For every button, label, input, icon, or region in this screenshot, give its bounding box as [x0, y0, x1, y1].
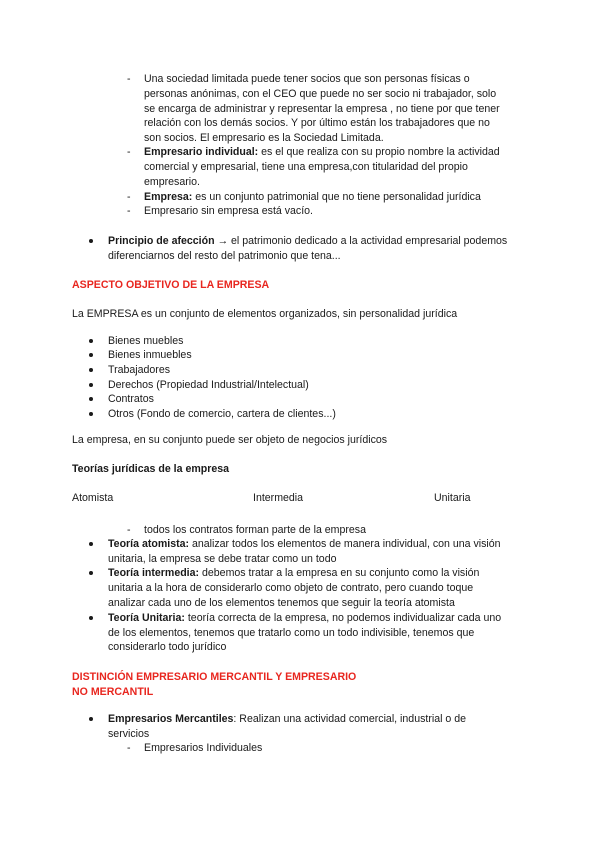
bullet-marker	[89, 412, 93, 416]
column-label: Intermedia	[253, 492, 304, 504]
list-item-line: personas anónimas, con el CEO que puede no ser socio ni trabajador, solo	[144, 88, 497, 100]
term-text: es un conjunto patrimonial que no tiene personalidad jurídica	[192, 191, 481, 203]
term-text: teoría correcta de la empresa, no podemos individualizar cada uno	[184, 612, 502, 624]
column-label: Unitaria	[434, 492, 471, 504]
list-item-line: todos los contratos forman parte de la empresa	[144, 524, 366, 536]
term-bold: Teoría intermedia:	[108, 567, 200, 579]
principio-line: diferenciarnos del resto del patrimonio que tena...	[108, 250, 341, 262]
theory-line	[108, 537, 501, 552]
dash-marker: -	[127, 205, 131, 217]
term-bold: Empresa:	[144, 191, 193, 203]
bullet-marker	[89, 339, 93, 343]
list-item-line: empresario.	[144, 176, 200, 188]
bullet-marker	[89, 397, 93, 401]
paragraph: La EMPRESA es un conjunto de elementos organizados, sin personalidad jurídica	[72, 308, 458, 320]
theory-line	[108, 611, 501, 626]
list-item-line: Empresarios Individuales	[144, 742, 263, 754]
term-bold: Empresarios Mercantiles	[108, 713, 234, 725]
list-item-line	[144, 145, 500, 160]
bullet-marker	[89, 616, 93, 620]
bullet-marker	[89, 368, 93, 372]
dash-marker: -	[127, 524, 131, 536]
list-item: Derechos (Propiedad Industrial/Intelectual)	[108, 379, 309, 391]
list-item: Bienes muebles	[108, 335, 184, 347]
term-text: es el que realiza con su propio nombre la actividad	[258, 146, 500, 158]
theory-line	[108, 566, 479, 581]
paragraph: La empresa, en su conjunto puede ser objeto de negocios jurídicos	[72, 434, 388, 446]
dash-marker: -	[127, 73, 131, 85]
dash-marker: -	[127, 191, 131, 203]
theory-line: de los elementos, tenemos que tratarlo como un todo indivisible, tenemos que	[108, 627, 475, 639]
list-item-line: se encarga de administrar y representar la empresa , no tiene por que tener	[144, 103, 500, 115]
bullet-marker	[89, 571, 93, 575]
dash-marker: -	[127, 146, 131, 158]
bullet-marker	[89, 353, 93, 357]
term-bold: Teoría atomista:	[108, 538, 190, 550]
term-text: → el patrimonio dedicado a la actividad empresarial podemos	[214, 235, 508, 247]
list-item-line: Empresario sin empresa está vacío.	[144, 205, 313, 217]
bullet-marker	[89, 542, 93, 546]
term-bold: Teoría Unitaria:	[108, 612, 185, 624]
section-heading: ASPECTO OBJETIVO DE LA EMPRESA	[72, 279, 270, 291]
principio-line	[108, 234, 507, 249]
column-label: Atomista	[72, 492, 114, 504]
bullet-marker	[89, 239, 93, 243]
section-heading-cont: NO MERCANTIL	[72, 686, 154, 698]
term-bold: Empresario individual:	[144, 146, 259, 158]
theory-line: unitaria, la empresa se debe tratar como un todo	[108, 553, 337, 565]
term-text: analizar todos los elementos de manera individual, con una visión	[189, 538, 501, 550]
theory-line: analizar cada uno de los elementos tenemos que seguir la teoría atomista	[108, 597, 455, 609]
list-item: Contratos	[108, 393, 154, 405]
list-item-line	[144, 190, 481, 205]
bullet-marker	[89, 717, 93, 721]
theory-line: considerarlo todo jurídico	[108, 641, 227, 653]
list-item-line: relación con los demás socios. Y por último están los trabajadores que no	[144, 117, 490, 129]
term-bold: Principio de afección	[108, 235, 215, 247]
list-item: Otros (Fondo de comercio, cartera de clientes...)	[108, 408, 336, 420]
section-heading: DISTINCIÓN EMPRESARIO MERCANTIL Y EMPRESARIO	[72, 671, 357, 683]
term-text: : Realizan una actividad comercial, industrial o de	[233, 713, 467, 725]
list-item-line: comercial y empresarial, tiene una empresa,con titularidad del propio	[144, 161, 468, 173]
bullet-marker	[89, 383, 93, 387]
list-item: Bienes inmuebles	[108, 349, 192, 361]
list-item: Trabajadores	[108, 364, 171, 376]
subheading: Teorías jurídicas de la empresa	[72, 463, 230, 475]
dash-marker: -	[127, 742, 131, 754]
theory-line: unitaria a la hora de considerarlo como objeto de contrato, pero cuando toque	[108, 582, 474, 594]
list-item-line: son socios. El empresario es la Sociedad Limitada.	[144, 132, 384, 144]
term-text: debemos tratar a la empresa en su conjunto como la visión	[199, 567, 480, 579]
list-item-line: Una sociedad limitada puede tener socios que son personas físicas o	[144, 73, 470, 85]
list-item-line	[108, 712, 466, 727]
list-item-line: servicios	[108, 728, 150, 740]
